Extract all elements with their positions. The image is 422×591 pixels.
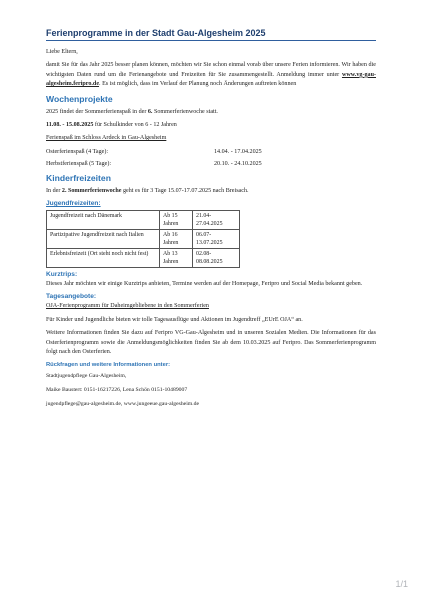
- herbstferienspass-row: [46, 160, 376, 169]
- text-segment: für Schulkinder von 6 - 12 Jahren: [93, 122, 177, 129]
- text-segment: In der: [46, 187, 62, 194]
- date-range: 11.08. - 15.08.2025: [46, 122, 94, 129]
- trip-dates: 21.04-27.04.2025: [193, 211, 240, 230]
- sommerferienspass-dates: [46, 121, 376, 130]
- osterferienspass-dates: 14.04. - 17.04.2025: [214, 148, 262, 155]
- text-segment: Sommerferienwoche statt.: [152, 108, 218, 115]
- heading-kinderfreizeiten: Kinderfreizeiten: [46, 172, 111, 183]
- wochenprojekte-line: [46, 108, 376, 117]
- intro-text-2: . Es ist möglich, dass im Verlauf der Planung noch Änderungen auftreten können: [99, 81, 297, 88]
- intro-text: damit Sie für das Jahr 2025 besser planen können, möchten wir Sie schon einmal vorab über unsere Ferien informieren. Wir haben die wichtigsten Daten rund um die Ferienangebote und Freizeiten für Sie zusammengestellt. Anmeldung immer unter: [46, 62, 376, 78]
- ardeck-subheading: Ferienspaß im Schloss Ardeck in Gau-Algesheim: [46, 135, 167, 142]
- info-paragraph: Weitere Informationen finden Sie dazu auf Feripro VG-Gau-Algesheim und in unseren Sozialen Medien. Die Informationen für das Osterferienprogramm sowie die Anmeldungsmöglichkeiten finden Sie ab dem 10.03.2025 auf Feripro. Das Sommerferienprogramm folgt nach den Osterferien.: [46, 330, 376, 356]
- jugendfreizeiten-table: [46, 210, 240, 268]
- heading-contact: Rückfragen und weitere Informationen unter:: [46, 361, 171, 368]
- week-label: 2. Sommerferienwoche: [61, 187, 122, 194]
- heading-kurztrips: Kurztrips:: [46, 271, 78, 279]
- trip-name: Partizipative Jugendfreizeit nach Italien: [47, 230, 160, 249]
- table-row: [47, 211, 240, 230]
- heading-tagesangebote: Tagesangebote:: [46, 293, 97, 301]
- osterferienspass-row: [46, 148, 376, 157]
- trip-dates: 02.08-08.08.2025: [193, 249, 240, 268]
- page-number: 1/1: [395, 579, 408, 589]
- text-segment: 2025 findet der Sommerferienspaß in der: [46, 108, 148, 115]
- feripro-link[interactable]: www.vg-gau-algesheim.feripro.de: [46, 71, 376, 88]
- contact-people: Maike Baustert: 0151-16217226, Lena Schön 0151-10489007: [46, 386, 188, 393]
- trip-age: Ab 15 Jahren: [160, 211, 193, 230]
- contact-org: Stadtjugendpflege Gau-Algesheim,: [46, 372, 127, 379]
- trip-name: Erlebnisfreizeit (Ort steht noch nicht fest): [47, 249, 160, 268]
- trip-age: Ab 13 Jahren: [160, 249, 193, 268]
- kinderfreizeiten-line: [46, 187, 376, 196]
- contact-email: jugendpflege@gau-algesheim.de, www.jungeeue.gau-algesheim.de: [46, 400, 200, 407]
- table-row: [47, 249, 240, 268]
- page-title: Ferienprogramme in der Stadt Gau-Algesheim 2025: [46, 28, 376, 41]
- oja-subheading: OJA-Ferienprogramm für Daheimgebliebene in den Sommerferien: [46, 303, 209, 310]
- trip-dates: 06.07-13.07.2025: [193, 230, 240, 249]
- trip-age: Ab 16 Jahren: [160, 230, 193, 249]
- herbstferienspass-label: Herbstferienspaß (5 Tage):: [46, 161, 112, 168]
- text-segment: geht es für 3 Tage 15.07-17.07.2025 nach Breisach.: [121, 187, 249, 194]
- week-number: 6.: [147, 108, 153, 115]
- tagesangebote-text: Für Kinder und Jugendliche bieten wir tolle Tagesausflüge und Aktionen im Jugendtreff „EUrE OJA“ an.: [46, 316, 303, 323]
- heading-jugendfreizeiten: Jugendfreizeiten:: [46, 200, 101, 208]
- intro-paragraph: [46, 61, 376, 89]
- greeting: Liebe Eltern,: [46, 49, 78, 55]
- trip-name: Jugendfreizeit nach Dänemark: [47, 211, 160, 230]
- herbstferienspass-dates: 20.10. - 24.10.2025: [214, 161, 262, 168]
- heading-wochenprojekte: Wochenprojekte: [46, 93, 113, 104]
- kurztrips-text: Dieses Jahr möchten wir einige Kurztrips anbieten, Termine werden auf der Homepage, Feripro und Social Media bekannt geben.: [46, 281, 363, 288]
- table-row: [47, 230, 240, 249]
- osterferienspass-label: Osterferienspaß (4 Tage):: [46, 148, 109, 155]
